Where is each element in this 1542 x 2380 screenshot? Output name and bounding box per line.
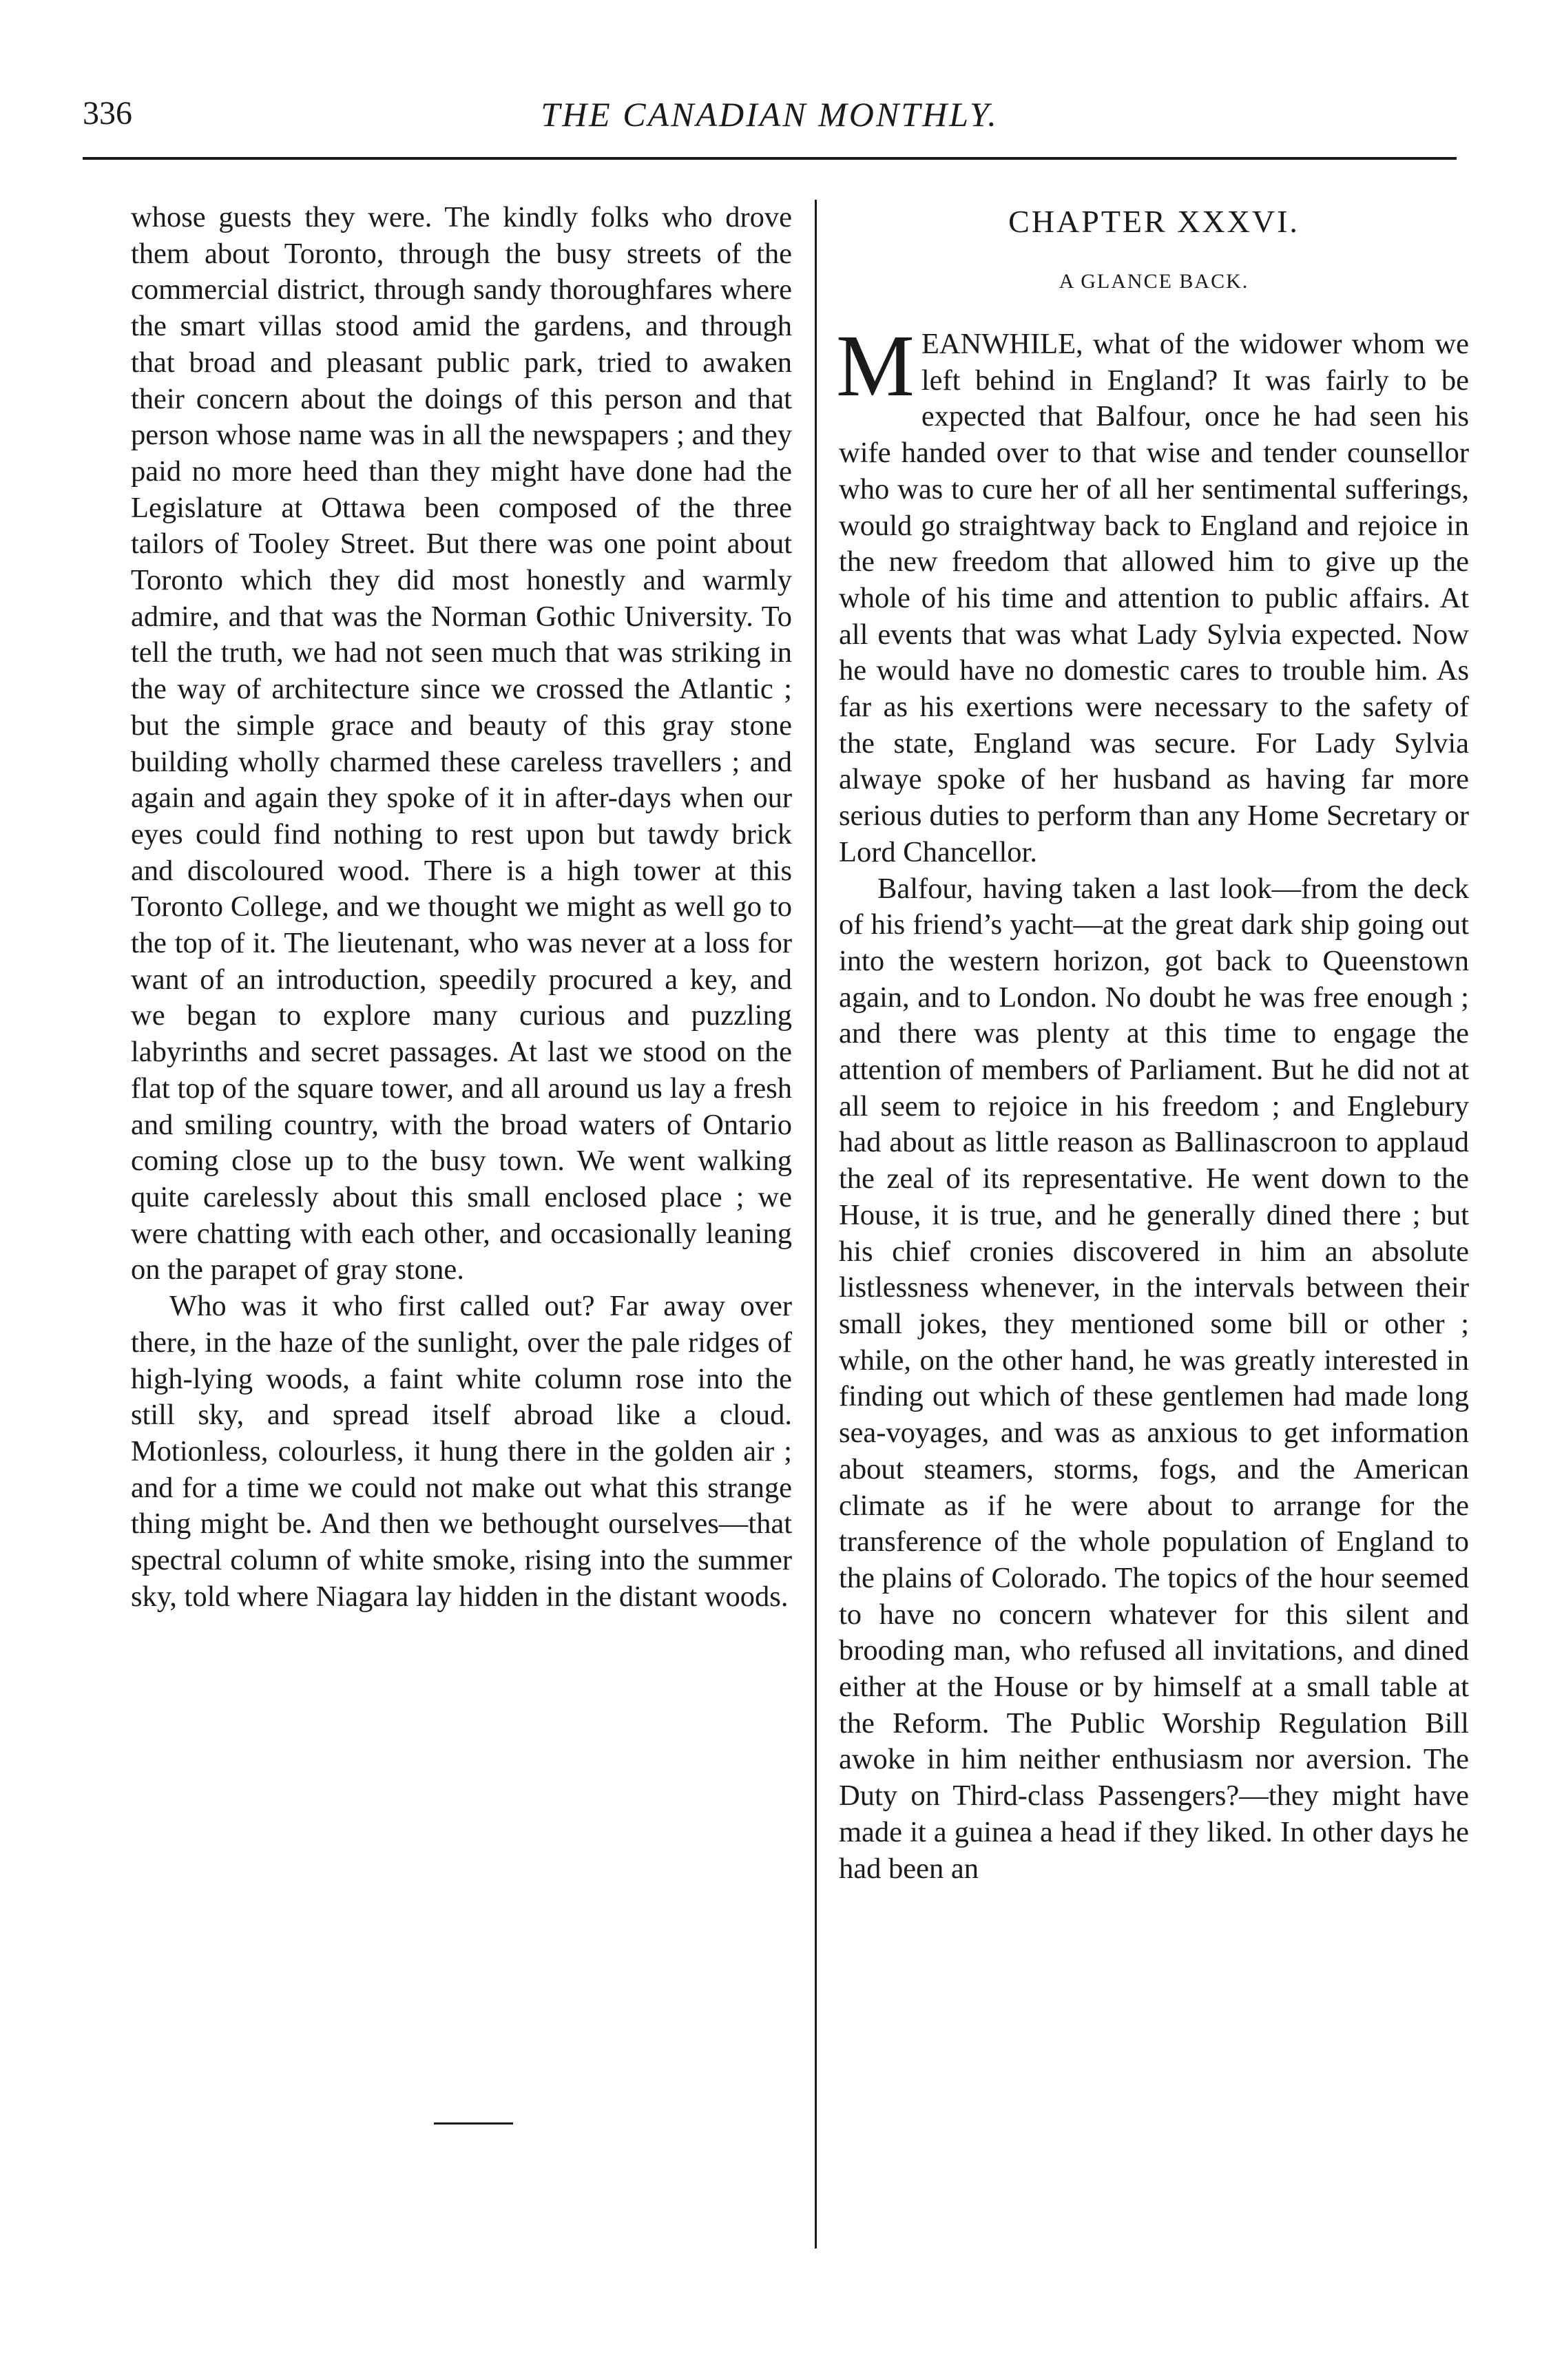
right-column [836, 200, 1469, 1887]
drop-cap: M [836, 317, 915, 415]
left-paragraph-1: whose guests they were. The kindly folks who drove them about Toronto, through the busy streets of the commercial district, through sandy thoroughfares where the smart villas stood amid the gardens, and through that broad and pleasant public park, tried to awaken their concern about the doings of this person and that person whose name was in all the newspapers ; and they paid no more heed than they might have done had the Legislature at Ottawa been composed of the three tailors of Tooley Street. But there was one point about Toronto which they did most honestly and warmly admire, and that was the Norman Gothic University. To tell the truth, we had not seen much that was striking in the way of architecture since we crossed the Atlantic ; but the simple grace and beauty of this gray stone building wholly charmed these careless travellers ; and again and again they spoke of it in after-days when our eyes could find nothing to rest upon but tawdy brick and discoloured wood. There is a high tower at this Toronto College, and we thought we might as well go to the top of it. The lieutenant, who was never at a loss for want of an introduction, speedily procured a key, and we began to explore many curious and puzzling labyrinths and secret passages. At last we stood on the flat top of the square tower, and all around us lay a fresh and smiling country, with the broad waters of Ontario coming close up to the busy town. We went walking quite carelessly about this small enclosed place ; we were chatting with each other, and occasionally leaning on the parapet of gray stone. [131, 201, 792, 1286]
column-divider [815, 200, 817, 2248]
right-paragraph-1-text: EANWHILE, what of the widower whom we left behind in England? It was fairly to be expected that Balfour, once he had seen his wife handed over to that wise and tender counsellor who was to cure her of all her sentimental sufferings, would go straightway back to England and rejoice in the new freedom that allowed him to give up the whole of his time and attention to public affairs. At all events that was what Lady Sylvia expected. Now he would have no domestic cares to trouble him. As far as his exertions were necessary to the safety of the state, England was secure. For Lady Sylvia alwaye spoke of her husband as having far more serious duties to perform than any Home Secretary or Lord Chancellor. [839, 328, 1469, 868]
chapter-title: CHAPTER XXXVI. [1008, 204, 1300, 239]
right-paragraph-1 [836, 317, 1469, 871]
page-header [83, 79, 1457, 155]
section-end-rule [434, 2122, 513, 2125]
left-paragraph-2: Who was it who first called out? Far away over there, in the haze of the sunlight, over the pale ridges of high-lying woods, a faint white column rose into the still sky, and spread itself abroad like a cloud. Motionless, colourless, it hung there in the golden air ; and for a time we could not make out what this strange thing might be. And then we bethought ourselves—that spectral column of white smoke, rising into the summer sky, told where Niagara lay hidden in the distant woods. [131, 1290, 792, 1613]
right-paragraph-2: Balfour, having taken a last look—from the deck of his friend’s yacht—at the great dark ship going out into the western horizon, got back to Queenstown again, and to London. No doubt he was free enough ; and there was plenty at this time to engage the attention of members of Parliament. But he did not at all seem to rejoice in his freedom ; and Englebury had about as little reason as Ballinascroon to applaud the zeal of its representative. He went down to the House, it is true, and he generally dined there ; but his chief cronies discovered in him an absolute listlessness whenever, in the intervals between their small jokes, they mentioned some bill or other ; while, on the other hand, he was greatly interested in finding out which of these gentlemen had made long sea-voyages, and was as anxious to get information about steamers, storms, fogs, and the American climate as if he were about to arrange for the transference of the whole population of England to the plains of Colorado. The topics of the hour seemed to have no concern whatever for this silent and brooding man, who refused all invitations, and dined either at the House or by himself at a small table at the Reform. The Public Worship Regulation Bill awoke in him neither enthusiasm nor aversion. The Duty on Third-class Passengers?—they might have made it a guinea a head if they liked. In other days he had been an [839, 872, 1469, 1885]
chapter-subtitle: A GLANCE BACK. [1059, 270, 1249, 293]
running-head: THE CANADIAN MONTHLY. [541, 95, 999, 134]
page-number: 336 [83, 95, 132, 132]
left-column [131, 200, 792, 1615]
header-rule [83, 157, 1457, 160]
